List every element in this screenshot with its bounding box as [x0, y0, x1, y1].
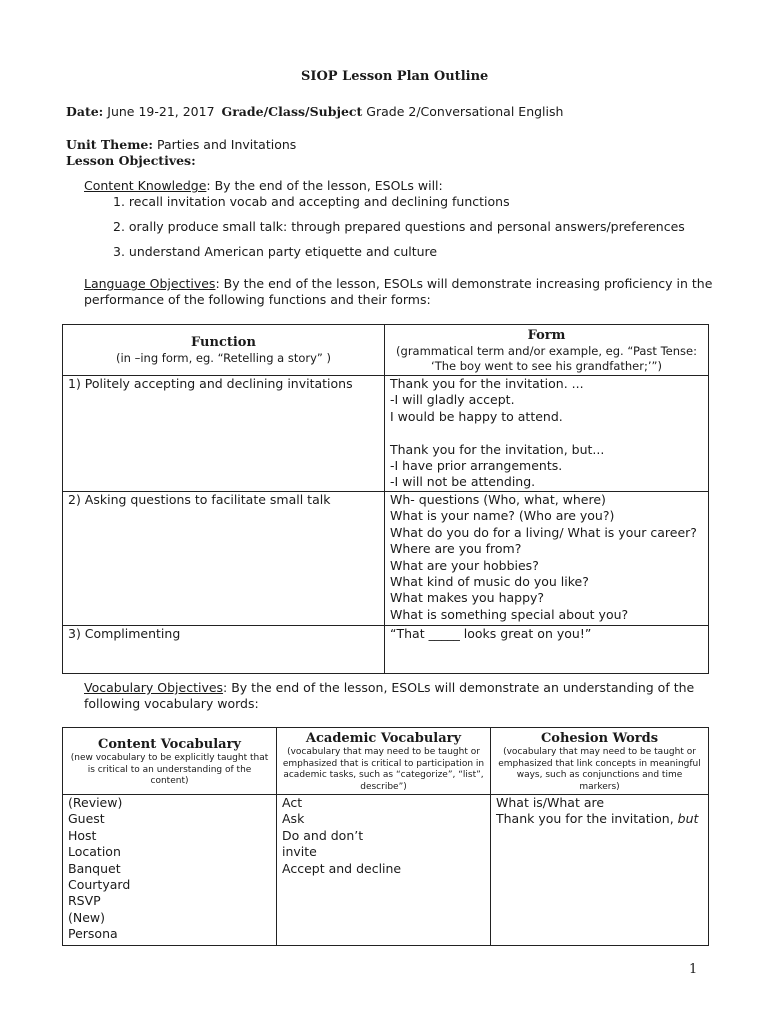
language-objectives-label: Language Objectives — [84, 276, 216, 291]
vocab-objectives-line — [84, 680, 694, 696]
unit-theme-label: Unit Theme: — [66, 137, 153, 152]
vocab-objectives-label: Vocabulary Objectives — [84, 680, 224, 695]
content-objective-1: 1. recall invitation vocab and accepting and declining functions — [113, 194, 510, 209]
grade-label: Grade/Class/Subject — [221, 104, 363, 119]
cohesion-words-header-cell: Cohesion Words (vocabulary that may need to be taught or emphasized that link concepts in meaningful ways, such as conjunctions and time markers) — [491, 728, 709, 795]
table-row — [63, 492, 709, 626]
language-objectives-line — [84, 276, 712, 292]
table-header-row — [63, 325, 709, 376]
content-objective-3: 3. understand American party etiquette and culture — [113, 244, 438, 259]
academic-vocab-header: Academic Vocabulary — [305, 731, 462, 746]
form-header-cell — [385, 325, 709, 376]
cohesion-words-header: Cohesion Words — [540, 731, 659, 746]
function-header-cell — [63, 325, 385, 376]
content-knowledge-label: Content Knowledge — [84, 178, 207, 193]
academic-vocab-header-cell: Academic Vocabulary (vocabulary that may need to be taught or emphasized that is critical to participation in academic tasks, such as “categorize”, “list”, describe”) — [277, 728, 491, 795]
content-vocab-header: Content Vocabulary — [98, 737, 241, 753]
language-objectives-intro-2: performance of the following functions and their forms: — [84, 292, 431, 307]
vocab-objectives-intro-2: following vocabulary words: — [84, 696, 259, 711]
cohesion-words-cell: What is/What are Thank you for the invitation, but — [491, 795, 709, 946]
academic-vocab-cell: Act Ask Do and don’t invite Accept and decline — [277, 795, 491, 946]
date-value: June 19-21, 2017 — [107, 104, 215, 119]
page-number: 1 — [689, 962, 698, 977]
function-header: Function — [191, 335, 256, 350]
vocab-objectives-intro: : By the end of the lesson, ESOLs will demonstrate an understanding of the — [223, 680, 695, 695]
form-cell: Thank you for the invitation. ... -I will gladly accept. I would be happy to attend. Thank you for the invitation, but... -I have prior arrangements. -I will not be attending. — [385, 376, 709, 492]
unit-theme-line — [66, 137, 296, 153]
grade-value: Grade 2/Conversational English — [366, 104, 564, 119]
content-knowledge-line — [84, 178, 443, 194]
form-cell: Wh- questions (Who, what, where) What is your name? (Who are you?) What do you do for a living/ What is your career? Where are you from? What are your hobbies? What kind of music do you like? What makes you happy? What is something special about you? — [385, 492, 709, 626]
content-vocab-header-cell: Content Vocabulary (new vocabulary to be explicitly taught that is critical to an understanding of the content) — [63, 728, 277, 795]
form-subheader-2: ‘The boy went to see his grandfather;’”) — [431, 358, 662, 373]
content-objective-2: 2. orally produce small talk: through prepared questions and personal answers/preferences — [113, 219, 685, 234]
form-subheader-1: (grammatical term and/or example, eg. “Past Tense: — [396, 343, 697, 358]
table-row — [63, 376, 709, 492]
page-title: SIOP Lesson Plan Outline — [301, 69, 489, 84]
language-objectives-table — [62, 324, 709, 674]
form-cell: “That _____ looks great on you!” — [385, 626, 709, 674]
lesson-objectives-heading: Lesson Objectives: — [66, 153, 196, 168]
function-subheader: (in –ing form, eg. “Retelling a story” ) — [115, 351, 332, 365]
date-line — [66, 104, 563, 120]
date-label: Date: — [66, 104, 104, 119]
table-row — [63, 795, 709, 946]
unit-theme-value: Parties and Invitations — [156, 137, 297, 152]
language-objectives-intro: : By the end of the lesson, ESOLs will demonstrate increasing proficiency in the — [215, 276, 713, 291]
function-cell: 2) Asking questions to facilitate small talk — [63, 492, 385, 626]
function-cell: 1) Politely accepting and declining invitations — [63, 376, 385, 492]
function-cell: 3) Complimenting — [63, 626, 385, 674]
content-vocab-cell: (Review) Guest Host Location Banquet Courtyard RSVP (New) Persona — [63, 795, 277, 946]
vocabulary-table — [62, 727, 709, 946]
form-header: Form — [527, 327, 566, 343]
content-knowledge-intro: : By the end of the lesson, ESOLs will: — [206, 178, 443, 193]
table-header-row — [63, 728, 709, 795]
table-row — [63, 626, 709, 674]
